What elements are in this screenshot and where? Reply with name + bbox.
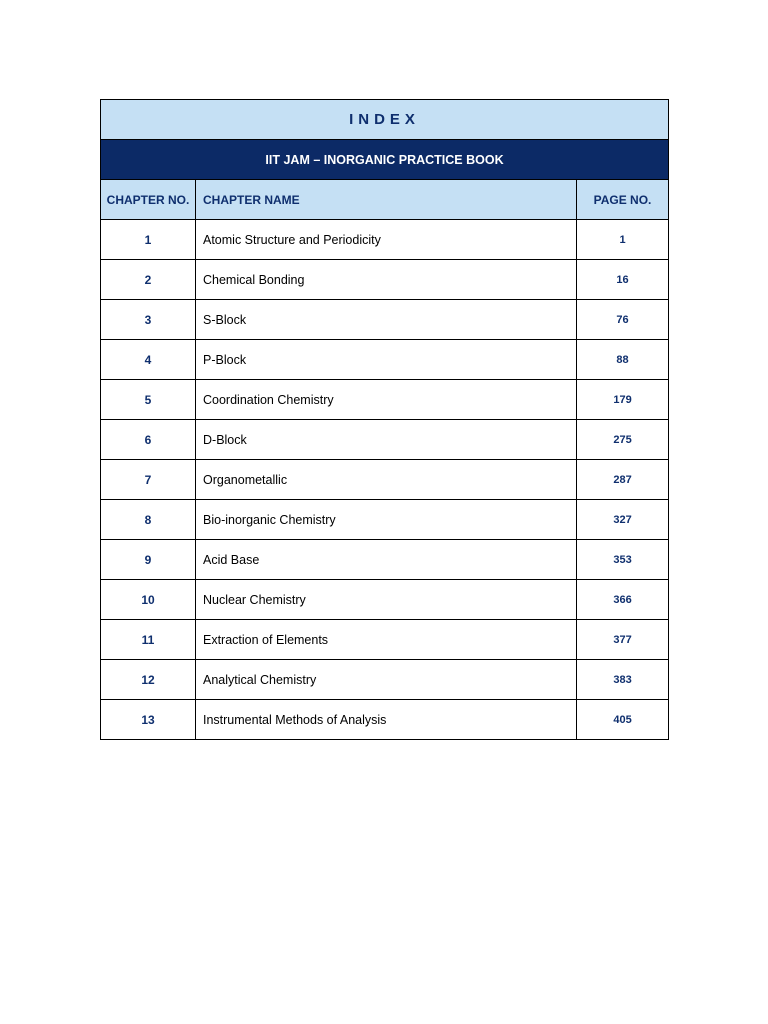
chapter-number: 11 [101, 620, 196, 660]
table-row [101, 460, 669, 500]
page-number: 327 [577, 500, 669, 540]
chapter-name: Bio-inorganic Chemistry [196, 500, 577, 540]
chapter-number: 10 [101, 580, 196, 620]
header-chapter-no: CHAPTER NO. [101, 180, 196, 220]
page-number: 405 [577, 700, 669, 740]
chapter-name: Chemical Bonding [196, 260, 577, 300]
chapter-name: D-Block [196, 420, 577, 460]
table-row [101, 340, 669, 380]
chapter-name: Instrumental Methods of Analysis [196, 700, 577, 740]
table-row [101, 700, 669, 740]
index-table-body [101, 100, 669, 740]
chapter-name: Acid Base [196, 540, 577, 580]
chapter-number: 2 [101, 260, 196, 300]
chapter-number: 4 [101, 340, 196, 380]
subtitle-row [101, 140, 669, 180]
index-table [100, 99, 669, 740]
page-number: 377 [577, 620, 669, 660]
chapter-number: 12 [101, 660, 196, 700]
chapter-name: Atomic Structure and Periodicity [196, 220, 577, 260]
page-number: 287 [577, 460, 669, 500]
page-number: 353 [577, 540, 669, 580]
page-number: 1 [577, 220, 669, 260]
title-row [101, 100, 669, 140]
chapter-number: 1 [101, 220, 196, 260]
chapter-name: Nuclear Chemistry [196, 580, 577, 620]
chapter-name: Analytical Chemistry [196, 660, 577, 700]
page-number: 76 [577, 300, 669, 340]
chapter-number: 8 [101, 500, 196, 540]
index-title: INDEX [101, 100, 669, 140]
header-row [101, 180, 669, 220]
chapter-name: Coordination Chemistry [196, 380, 577, 420]
table-row [101, 300, 669, 340]
chapter-number: 5 [101, 380, 196, 420]
table-row [101, 540, 669, 580]
chapter-name: Extraction of Elements [196, 620, 577, 660]
page-number: 366 [577, 580, 669, 620]
page-number: 88 [577, 340, 669, 380]
page-number: 16 [577, 260, 669, 300]
chapter-number: 13 [101, 700, 196, 740]
chapter-number: 3 [101, 300, 196, 340]
table-row [101, 220, 669, 260]
page-number: 179 [577, 380, 669, 420]
header-page-no: PAGE NO. [577, 180, 669, 220]
chapter-name: S-Block [196, 300, 577, 340]
page-number: 275 [577, 420, 669, 460]
header-chapter-name: CHAPTER NAME [196, 180, 577, 220]
chapter-name: P-Block [196, 340, 577, 380]
table-row [101, 500, 669, 540]
chapter-name: Organometallic [196, 460, 577, 500]
table-row [101, 420, 669, 460]
table-row [101, 260, 669, 300]
chapter-number: 7 [101, 460, 196, 500]
page-number: 383 [577, 660, 669, 700]
chapter-number: 9 [101, 540, 196, 580]
table-row [101, 660, 669, 700]
table-row [101, 380, 669, 420]
book-title: IIT JAM – INORGANIC PRACTICE BOOK [101, 140, 669, 180]
chapter-number: 6 [101, 420, 196, 460]
table-row [101, 580, 669, 620]
table-row [101, 620, 669, 660]
